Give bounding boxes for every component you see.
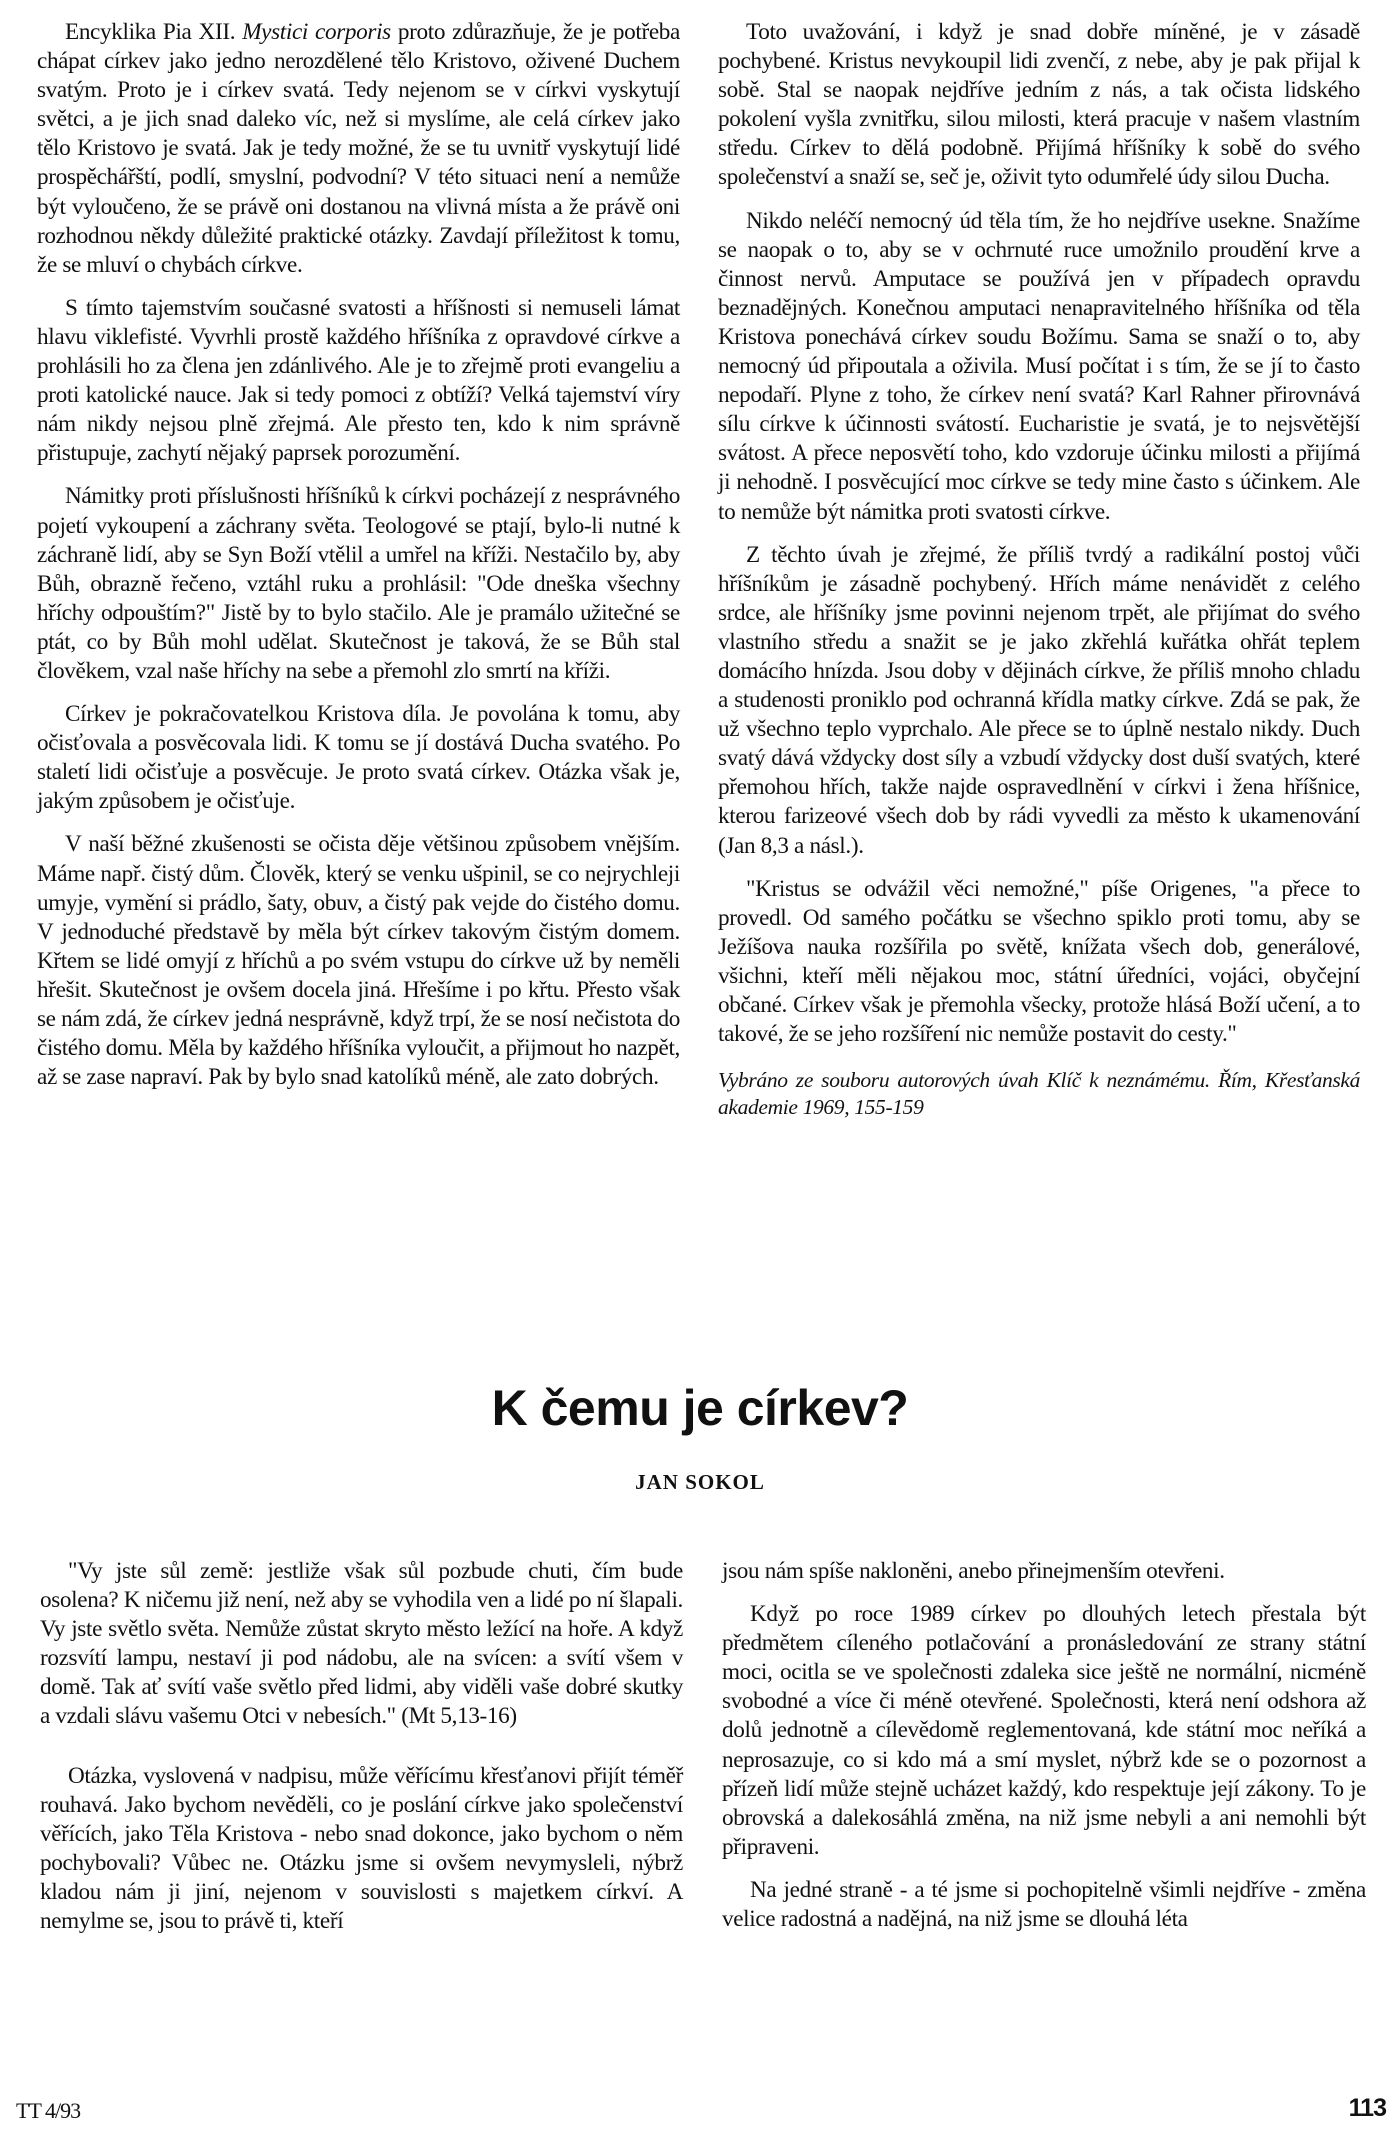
- paragraph: Otázka, vyslovená v nadpisu, může věřícímu křesťanovi přijít téměř rouhavá. Jako bychom nevěděli, co je poslání církve jako společenství věřících, jako Těla Kristova - nebo snad dokonce, jako bychom o něm pochybovali? Vůbec ne. Otázku jsme si ovšem nevymysleli, nýbrž kladou nám ji jiní, nejenom v souvislosti s majetkem církví. A nemylme se, jsou to právě ti, kteří: [40, 1762, 683, 1935]
- paragraph: Nikdo neléčí nemocný úd těla tím, že ho nejdříve usekne. Snažíme se naopak o to, aby se v ochrnuté ruce umožnilo proudění krve a činnost nervů. Amputace se používá jen v případech opravdu beznadějných. Konečnou amputaci nenapravitelného hříšníka od těla Kristova ponechává církev soudu Božímu. Sama se snaží o to, aby nemocný úd připoutala a oživila. Musí počítat i s tím, že se jí to často nepodaří. Plyne z toho, že církev není svatá? Karl Rahner přirovnává sílu církve k účinnosti svátostí. Eucharistie je svatá, je to nejsvětější svátost. A přece neposvětí toho, kdo vzdoruje účinku milosti a přijímá ji nehodně. I posvěcující moc církve se tedy mine často s účinkem. Ale to nemůže být námitka proti svatosti církve.: [718, 207, 1360, 525]
- paragraph-text: proto zdůrazňuje, že je potřeba chápat církev jako jedno nerozdělené tělo Kristovo, oživené Duchem svatým. Proto je i církev svatá. Tedy nejenom se v církvi vyskytují světci, a je jich snad daleko víc, než si myslíme, ale celá církev jako tělo Kristovo je svatá. Jak je tedy možné, že se tu uvnitř vyskytují lidé prospěchářští, podlí, smyslní, podvodní? V této situaci není a nemůže být vyloučeno, že se právě oni dostanou na vlivná místa a že právě oni rozhodnou někdy důležité praktické otázky. Zavdají příležitost k tomu, že se mluví o chybách církve.: [37, 19, 680, 278]
- scripture-quote: "Vy jste sůl země: jestliže však sůl pozbude chuti, čím bude osolena? K ničemu již není, než aby se vyhodila ven a lidé po ní šlapali. Vy jste světlo světa. Nemůže zůstat skryto město ležící na hoře. A když rozsvítí lampu, nestaví ji pod nádobu, ale na svícen: a svítí všem v domě. Tak ať svítí vaše světlo před lidmi, aby viděli vaše dobré skutky a vzdali slávu vašemu Otci v nebesích." (Mt 5,13-16): [40, 1558, 683, 1730]
- article-author: JAN SOKOL: [635, 1470, 765, 1494]
- paragraph: S tímto tajemstvím současné svatosti a hříšnosti si nemuseli lámat hlavu viklefisté. Vyvrhli prostě každého hříšníka z opravdové církve a prohlásili ho za člena jen zdánlivého. Ale je to zřejmě proti evangeliu a proti katolické nauce. Jak si tedy pomoci z obtíží? Velká tajemství víry nám nikdy nejsou plně zřejmá. Ale přesto ten, kdo k nim správně přistupuje, zachytí nějaký paprsek porozumění.: [37, 294, 680, 467]
- previous-article-left-column: [37, 18, 680, 1106]
- source-note: Vybráno ze souboru autorových úvah Klíč k neznámému. Řím, Křesťanská akademie 1969, 155-159: [718, 1068, 1360, 1120]
- page-number: 113: [1348, 2094, 1386, 2122]
- previous-article-right-column: [718, 18, 1360, 1135]
- paragraph: Na jedné straně - a té jsme si pochopitelně všimli nejdříve - změna velice radostná a nadějná, na niž jsme se dlouhá léta: [722, 1876, 1366, 1933]
- paragraph: Když po roce 1989 církev po dlouhých letech přestala být předmětem cíleného potlačování a pronásledování ze strany státní moci, ocitla se ve společnosti zdaleka sice ještě ne normální, nicméně svobodné a více či méně otevřené. Společnosti, která není odshora až dolů jednotně a cílevědomě reglementovaná, kde státní moc neříká a neprosazuje, co si kdo má a smí myslet, nýbrž kde se o pozornost a přízeň lidí může stejně ucházet každý, kdo respektuje její zákony. To je obrovská a dalekosáhlá změna, na niž jsme nebyli a ani nemohli být připraveni.: [722, 1601, 1366, 1860]
- paragraph-continued: jsou nám spíše nakloněni, anebo přinejmenším otevřeni.: [722, 1558, 1225, 1584]
- paragraph: V naší běžné zkušenosti se očista děje většinou způsobem vnějším. Máme např. čistý dům. Člověk, který se venku ušpinil, se co nejrychleji umyje, vymění si prádlo, šaty, obuv, a čistý pak vejde do čistého domu. V jednoduché představě by měla být církev takovým čistým domem. Křtem se lidé omyjí z hříchů a po svém vstupu do církve už by neměli hřešit. Skutečnost je ovšem docela jiná. Hřešíme i po křtu. Přesto však se nám zdá, že církev jedná nesprávně, když trpí, že se nosí nečistota do čistého domu. Měla by každého hříšníka vyloučit, a přijmout ho nazpět, až se zase napraví. Pak by bylo snad katolíků méně, ale zato dobrých.: [37, 831, 680, 1091]
- paragraph: Námitky proti příslušnosti hříšníků k církvi pocházejí z nesprávného pojetí vykoupení a záchrany světa. Teologové se ptají, bylo-li nutné k záchraně lidí, aby se Syn Boží vtělil a umřel na kříži. Nestačilo by, aby Bůh, obrazně řečeno, vztáhl ruku a prohlásil: "Ode dneška všechny hříchy odpouštím?" Jistě by to bylo stačilo. Ale je pramálo užitečné se ptát, co by Bůh mohl udělat. Skutečnost je taková, že se Bůh stal člověkem, vzal naše hříchy na sebe a přemohl zlo smrtí na kříži.: [37, 483, 680, 684]
- paragraph: Z těchto úvah je zřejmé, že příliš tvrdý a radikální postoj vůči hříšníkům je zásadně pochybený. Hřích máme nenávidět z celého srdce, ale hříšníky jsme povinni nejenom trpět, ale přijímat do svého vlastního středu a snažit se je jako zkřehlá kuřátka ohřát teplem domácího hnízda. Jsou doby v dějinách církve, že příliš mnoho chladu a studenosti proniklo pod ochranná křídla matky církve. Zdá se pak, že už všechno teplo vyprchalo. Ale přece se to úplně nestalo nikdy. Duch svatý dává vždycky dost síly a vzbudí vždycky dost duší svatých, které přemohou hřích, takže najde ospravedlnění v církvi i žena hříšnice, kterou farizeové všech dob by rádi vyvedli za město k ukamenování (Jan 8,3 a násl.).: [718, 541, 1360, 859]
- paragraph-lead: Encyklika Pia XII.: [65, 19, 243, 45]
- paragraph: "Kristus se odvážil věci nemožné," píše Origenes, "a přece to provedl. Od samého počátku se všechno spiklo proti tomu, aby se Ježíšova nauka rozšířila po světě, knížata všech dob, generálové, všichni, kteří měli nějakou moc, státní úředníci, vojáci, obyčejní občané. Církev však je přemohla všecky, protože hlásá Boží učení, a to takové, že se jeho rozšíření nic nemůže postavit do cesty.": [718, 875, 1360, 1048]
- issue-label: TT 4/93: [16, 2098, 81, 2123]
- article-left-column: [40, 1557, 683, 1950]
- article-title: K čemu je církev?: [491, 1380, 909, 1436]
- paragraph: [37, 18, 680, 280]
- paragraph: Církev je pokračovatelkou Kristova díla. Je povolána k tomu, aby očisťovala a posvěcovala lidi. K tomu se jí dostává Ducha svatého. Po staletí lidi očisťuje a posvěcuje. Je proto svatá církev. Otázka však je, jakým způsobem je očisťuje.: [37, 701, 680, 815]
- article-right-column: [722, 1557, 1366, 1948]
- paragraph: Toto uvažování, i když je snad dobře míněné, je v zásadě pochybené. Kristus nevykoupil lidi zvenčí, z nebe, aby je pak přijal k sobě. Stal se naopak nejdříve jedním z nás, a tak očista lidského pokolení vyšla zvnitřku, silou milosti, která pracuje v našem vlastním středu. Církev to dělá podobně. Přijímá hříšníky k sobě do svého společenství a snaží se, seč je, oživit tyto odumřelé údy silou Ducha.: [718, 19, 1360, 191]
- encyclical-title: Mystici corporis: [242, 19, 391, 45]
